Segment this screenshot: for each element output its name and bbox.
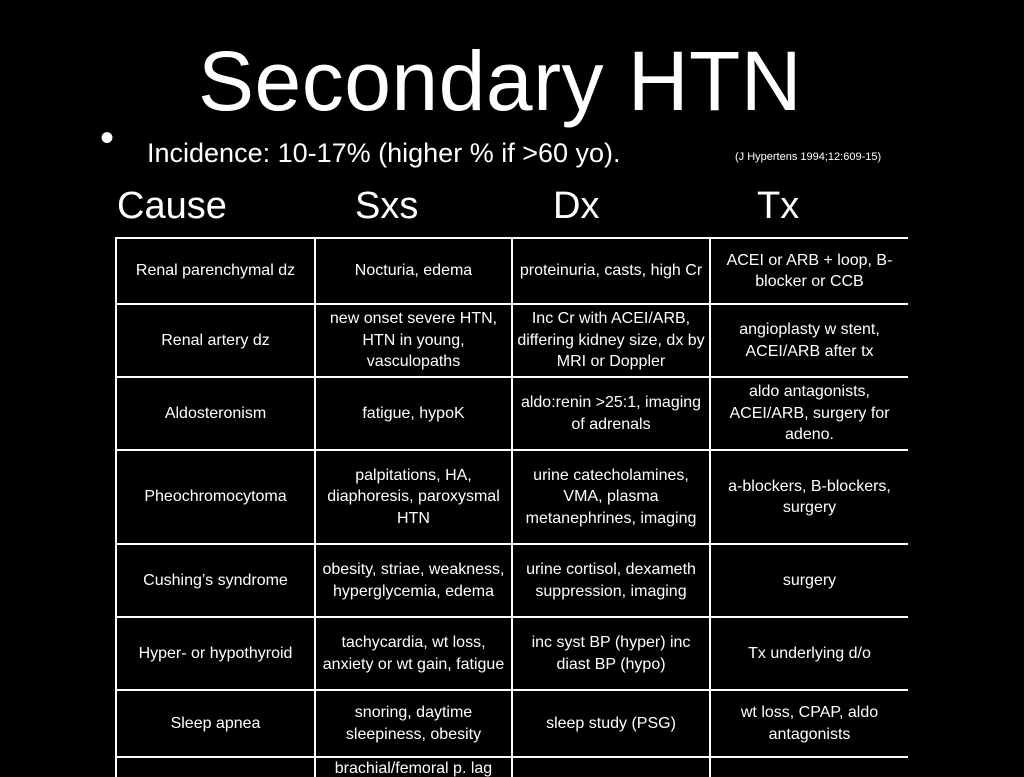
dx-cell: inc syst BP (hyper) inc diast BP (hypo) — [512, 617, 710, 690]
column-header-dx: Dx — [553, 185, 600, 227]
cause-cell: Cushing’s syndrome — [116, 544, 315, 617]
table-row — [116, 238, 908, 304]
sxs-cell: brachial/femoral p. lag — [315, 757, 512, 777]
dx-cell: Inc Cr with ACEI/ARB, differing kidney size, dx by MRI or Doppler — [512, 304, 710, 377]
table-row — [116, 690, 908, 757]
table-row — [116, 450, 908, 544]
citation-text: (J Hypertens 1994;12:609-15) — [735, 151, 882, 163]
dx-cell: urine cortisol, dexameth suppression, imaging — [512, 544, 710, 617]
sxs-cell: fatigue, hypoK — [315, 377, 512, 450]
cause-cell: Aldosteronism — [116, 377, 315, 450]
cause-cell: Hyper- or hypothyroid — [116, 617, 315, 690]
dx-cell: sleep study (PSG) — [512, 690, 710, 757]
table-row — [116, 544, 908, 617]
bullet-point: • — [100, 116, 115, 160]
column-header-cause: Cause — [117, 185, 227, 227]
tx-cell: ACEI or ARB + loop, B-blocker or CCB — [710, 238, 908, 304]
cause-cell: Renal artery dz — [116, 304, 315, 377]
sxs-cell: new onset severe HTN, HTN in young, vasculopaths — [315, 304, 512, 377]
table-row — [116, 304, 908, 377]
tx-cell: angioplasty w stent, ACEI/ARB after tx — [710, 304, 908, 377]
sxs-cell: Nocturia, edema — [315, 238, 512, 304]
table-row — [116, 377, 908, 450]
column-header-sxs: Sxs — [355, 185, 419, 227]
cause-cell: Renal parenchymal dz — [116, 238, 315, 304]
tx-cell: a-blockers, B-blockers, surgery — [710, 450, 908, 544]
column-header-tx: Tx — [757, 185, 800, 227]
sxs-cell: snoring, daytime sleepiness, obesity — [315, 690, 512, 757]
dx-cell — [512, 757, 710, 777]
tx-cell: wt loss, CPAP, aldo antagonists — [710, 690, 908, 757]
cause-cell: Sleep apnea — [116, 690, 315, 757]
sxs-cell: palpitations, HA, diaphoresis, paroxysmal HTN — [315, 450, 512, 544]
slide-title: Secondary HTN — [197, 34, 803, 128]
cause-cell — [116, 757, 315, 777]
tx-cell: surgery — [710, 544, 908, 617]
sxs-cell: tachycardia, wt loss, anxiety or wt gain, fatigue — [315, 617, 512, 690]
tx-cell: aldo antagonists, ACEI/ARB, surgery for adeno. — [710, 377, 908, 450]
sxs-cell: obesity, striae, weakness, hyperglycemia, edema — [315, 544, 512, 617]
table-row — [116, 757, 908, 777]
tx-cell: Tx underlying d/o — [710, 617, 908, 690]
table-row — [116, 617, 908, 690]
tx-cell — [710, 757, 908, 777]
dx-cell: aldo:renin >25:1, imaging of adrenals — [512, 377, 710, 450]
htn-causes-table — [115, 237, 908, 777]
dx-cell: proteinuria, casts, high Cr — [512, 238, 710, 304]
incidence-text: Incidence: 10-17% (higher % if >60 yo). — [147, 138, 621, 168]
dx-cell: urine catecholamines, VMA, plasma metanephrines, imaging — [512, 450, 710, 544]
cause-cell: Pheochromocytoma — [116, 450, 315, 544]
